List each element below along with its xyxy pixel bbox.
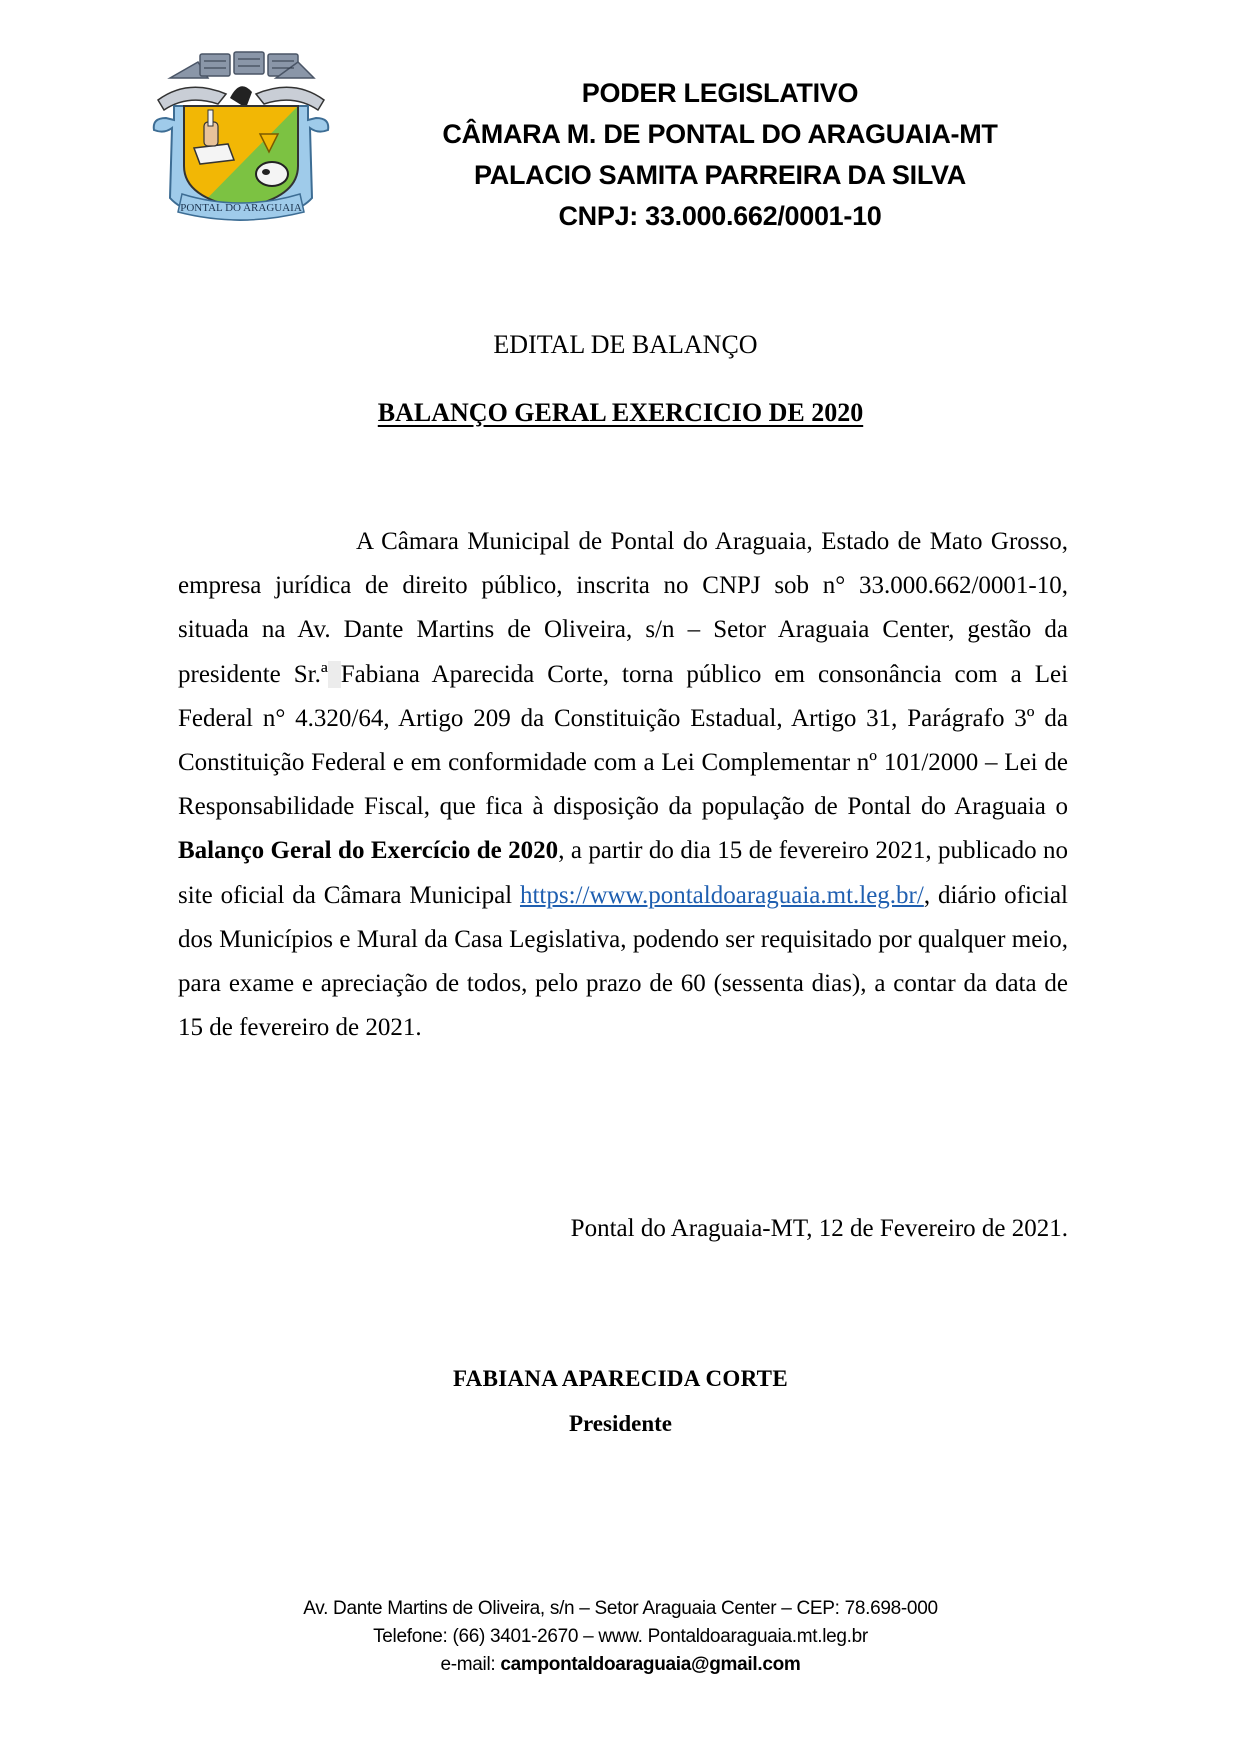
footer-phone-website: Telefone: (66) 3401-2670 – www. Pontaldoaraguaia.mt.leg.br xyxy=(373,1626,868,1647)
header-line-legislative-power: PODER LEGISLATIVO xyxy=(581,78,859,108)
footer-email xyxy=(0,1654,1241,1676)
header-line-cnpj: CNPJ: 33.000.662/0001-10 xyxy=(558,201,882,231)
website-link[interactable]: https://www.pontaldoaraguaia.mt.leg.br/ xyxy=(519,881,924,909)
body-text-part2: Fabiana Aparecida Corte, torna público em consonância com a Lei Federal n° 4.320/64, Artigo 209 da Constituição Estadual, Artigo 31, Parágrafo 3º da Constituição Federal e em conformidade com a Lei Complementar nº 101/2000 – Lei de Responsabilidade Fiscal, que fica à disposição da população de Pontal do Araguaia o xyxy=(178,660,1069,821)
footer-address: Av. Dante Martins de Oliveira, s/n – Setor Araguaia Center – CEP: 78.698-000 xyxy=(303,1598,938,1619)
footer-email-address: campontaldoaraguaia@gmail.com xyxy=(500,1654,801,1675)
logo-ribbon-text: PONTAL DO ARAGUAIA xyxy=(180,202,302,214)
coat-of-arms-logo xyxy=(148,48,334,226)
body-text-part3: , a partir do dia 15 de fevereiro 2021, publicado no site oficial da Câmara Municipal xyxy=(178,837,1068,909)
header-line-palace-name: PALACIO SAMITA PARREIRA DA SILVA xyxy=(474,160,966,190)
crest-icon xyxy=(148,48,334,226)
signature-role: Presidente xyxy=(568,1411,673,1436)
highlighted-space xyxy=(328,661,341,688)
body-paragraph xyxy=(178,520,1068,1050)
header-line-chamber-name: CÂMARA M. DE PONTAL DO ARAGUAIA-MT xyxy=(442,119,998,149)
date-line: Pontal do Araguaia-MT, 12 de Fevereiro de 2021. xyxy=(570,1215,1068,1242)
body-text-part4: , diário oficial dos Municípios e Mural da Casa Legislativa, podendo ser requisitado por qualquer meio, para exame e apreciação de todos, pelo prazo de 60 (sessenta dias), a contar da data de 15 de fevereiro de 2021. xyxy=(178,881,1068,1042)
body-bold-text: Balanço Geral do Exercício de 2020 xyxy=(178,837,559,865)
footer-email-label: e-mail: xyxy=(440,1654,501,1675)
body-text-part1: A Câmara Municipal de Pontal do Araguaia, Estado de Mato Grosso, empresa jurídica de direito público, inscrita no CNPJ sob n° 33.000.662/0001-10, situada na Av. Dante Martins de Oliveira, s/n – Setor Araguaia Center, gestão da presidente Sr.ª xyxy=(178,528,1068,688)
signature-name: FABIANA APARECIDA CORTE xyxy=(453,1366,788,1391)
document-title: EDITAL DE BALANÇO xyxy=(493,330,758,359)
document-subtitle xyxy=(0,398,1241,428)
document-subtitle-text: BALANÇO GERAL EXERCICIO DE 2020 xyxy=(377,398,864,427)
